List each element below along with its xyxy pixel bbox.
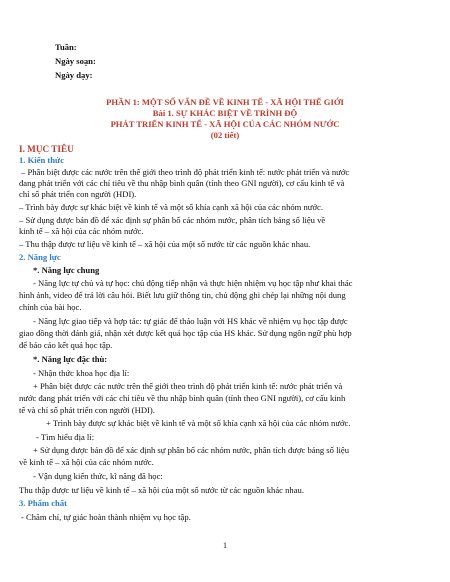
section-objectives-heading: I. MỤC TIÊU	[19, 144, 74, 154]
specific-competence-line: tế và chỉ số phát triển con người (HDI).	[19, 405, 155, 415]
knowledge-line: – Sử dụng được bản đồ để xác định sự phân bố các nhóm nước, phân tích bảng số liệu về	[19, 215, 326, 225]
knowledge-line: đang phát triển với các chỉ tiêu về thu nhập bình quân (tính theo GNI người), cơ cấu kinh tế và	[19, 178, 345, 188]
general-competence-line: chính của bài học.	[19, 302, 82, 312]
general-competence-heading: *. Năng lực chung	[33, 265, 100, 275]
part-title: PHẦN 1: MỘT SỐ VẤN ĐỀ VỀ KINH TẾ - XÃ HỘI THẾ GIỚI	[106, 97, 344, 107]
lesson-title: Bài 1. SỰ KHÁC BIỆT VỀ TRÌNH ĐỘ	[152, 108, 298, 118]
knowledge-line: – Phân biệt được các nước trên thế giới theo trình độ phát triển kinh tế: nước phát triển và nước	[21, 167, 350, 177]
general-competence-line: hình ảnh, video để trả lời câu hỏi. Biết lưu giữ thông tin, chủ động ghi chép lại những nội dung	[19, 290, 346, 300]
taught-date-label: Ngày dạy:	[55, 70, 93, 80]
lesson-subtitle: PHÁT TRIỂN KINH TẾ - XÃ HỘI CỦA CÁC NHÓM NƯỚC	[110, 119, 340, 129]
specific-competence-line: - Tìm hiểu địa lí:	[36, 432, 95, 442]
prepared-date-label: Ngày soạn:	[55, 56, 96, 66]
specific-competence-heading: *. Năng lực đặc thù:	[33, 354, 108, 364]
knowledge-line: – Thu thập được tư liệu về kinh tế – xã hội của một số nước từ các nguồn khác nhau.	[19, 239, 311, 249]
week-label: Tuần:	[55, 42, 77, 52]
specific-competence-line: về kinh tế – xã hội của các nhóm nước.	[19, 457, 154, 467]
knowledge-heading: 1. Kiến thức	[19, 155, 65, 165]
competence-heading: 2. Năng lực	[19, 252, 61, 262]
general-competence-line: - Năng lực giao tiếp và hợp tác: tự giác để thảo luận với HS khác về nhiệm vụ học tập được	[33, 316, 348, 326]
specific-competence-line: + Trình bày được sự khác biệt về kinh tế và một số khía cạnh xã hội của các nhóm nước.	[46, 418, 351, 428]
general-competence-line: giao đồng thời đánh giá, nhận xét được kết quả học tập của HS khác. Sử dụng ngôn ngữ phù hợp	[19, 328, 352, 338]
page-number: 1	[223, 541, 227, 550]
lesson-periods: (02 tiết)	[210, 130, 240, 140]
knowledge-line: chỉ số phát triển con người (HDI).	[19, 189, 137, 199]
specific-competence-line: nước đang phát triển với các chỉ tiêu về thu nhập bình quân (tính theo GNI người), cơ cấu kinh	[19, 393, 346, 403]
specific-competence-line: - Nhận thức khoa học địa lí:	[33, 368, 130, 378]
general-competence-line: - Năng lực tự chủ và tự học: chủ động tiếp nhận và thực hiện nhiệm vụ học tập như khai thác	[33, 278, 353, 288]
qualities-line: - Chăm chỉ, tự giác hoàn thành nhiệm vụ học tập.	[21, 512, 191, 522]
specific-competence-line: + Sử dụng được bản đồ để xác định sự phân bố các nhóm nước, phân tích được bảng số liệu	[33, 445, 349, 455]
knowledge-line: kinh tế – xã hội của các nhóm nước.	[19, 226, 144, 236]
specific-competence-line: Thu thập được tư liệu về kinh tế – xã hội của một số nước từ các nguồn khác nhau.	[19, 485, 304, 495]
specific-competence-line: + Phân biệt được các nước trên thế giới theo trình độ phát triển kinh tế: nước phát triển và	[33, 381, 343, 391]
qualities-heading: 3. Phẩm chất	[19, 498, 67, 508]
specific-competence-line: - Vận dụng kiến thức, kĩ năng đã học:	[33, 471, 163, 481]
general-competence-line: để báo cáo kết quả học tập.	[19, 340, 113, 350]
knowledge-line: – Trình bày được sự khác biệt về kinh tế và một số khía cạnh xã hội của các nhóm nước.	[19, 202, 323, 212]
